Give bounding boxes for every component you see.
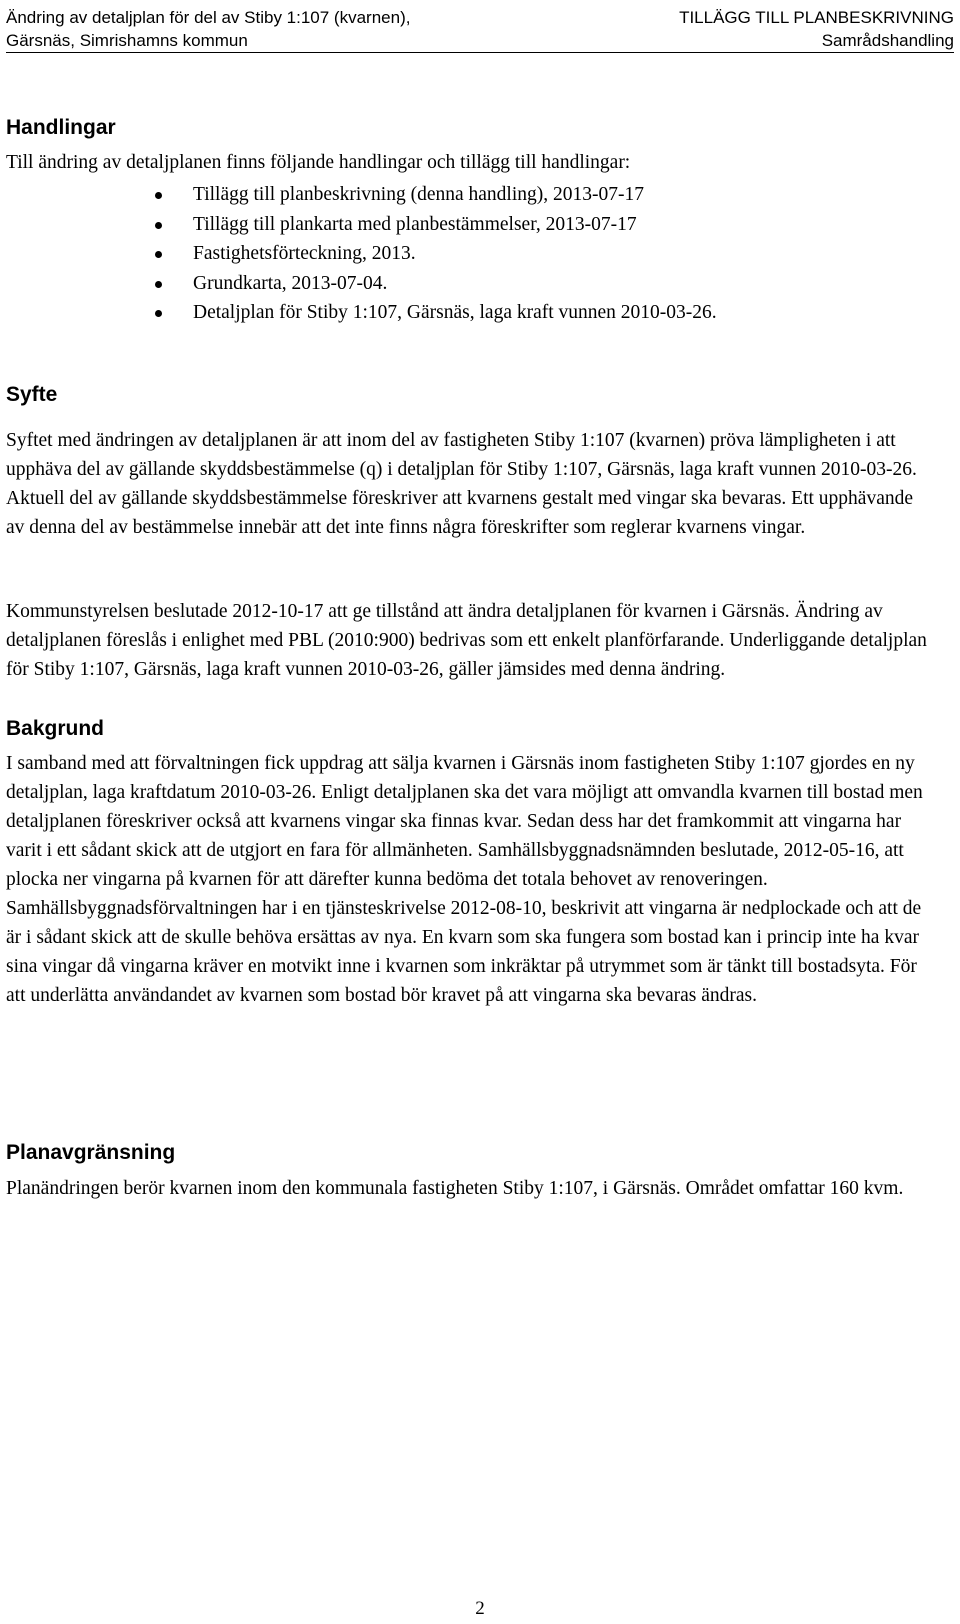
heading-planavgransning: Planavgränsning <box>6 1141 176 1164</box>
header-plan-title: Ändring av detaljplan för del av Stiby 1:107 (kvarnen), <box>6 8 411 27</box>
list-item-text: Tillägg till plankarta med planbestämmelser, 2013-07-17 <box>193 213 637 235</box>
list-item-text: Fastighetsförteckning, 2013. <box>193 243 416 264</box>
bullet-icon <box>155 281 162 288</box>
heading-bakgrund: Bakgrund <box>6 717 105 740</box>
bullet-icon <box>155 310 162 317</box>
bullet-icon <box>155 192 162 199</box>
header-municipality: Gärsnäs, Simrishamns kommun <box>6 31 248 50</box>
document-list <box>150 180 750 328</box>
page-header <box>6 6 954 53</box>
syfte-paragraph-2: Kommunstyrelsen beslutade 2012-10-17 att ge tillstånd att ändra detaljplanen för kvarnen i Gärsnäs. Ändring av detaljplanen föreslås i enlighet med PBL (2010:900) bedrivas som ett enkelt planförfarande. Underliggande detaljplan för Stiby 1:107, Gärsnäs, laga kraft vunnen 2010-03-26, gäller jämsides med denna ändring. <box>6 601 927 680</box>
handlingar-intro: Till ändring av detaljplanen finns följande handlingar och tillägg till handlingar: <box>6 152 631 173</box>
list-item-text: Detaljplan för Stiby 1:107, Gärsnäs, laga kraft vunnen 2010-03-26. <box>193 302 717 323</box>
list-item <box>150 298 750 328</box>
page-number: 2 <box>475 1598 485 1619</box>
list-item-text: Grundkarta, 2013-07-04. <box>193 272 388 294</box>
planavgransning-paragraph: Planändringen berör kvarnen inom den kommunala fastigheten Stiby 1:107, i Gärsnäs. Området omfattar 160 kvm. <box>6 1178 904 1199</box>
heading-handlingar: Handlingar <box>6 116 116 139</box>
header-document-type: TILLÄGG TILL PLANBESKRIVNING <box>679 8 954 27</box>
heading-syfte: Syfte <box>6 383 58 406</box>
header-right <box>679 6 954 52</box>
list-item <box>150 210 750 240</box>
bakgrund-paragraph: I samband med att förvaltningen fick uppdrag att sälja kvarnen i Gärsnäs inom fastigheten Stiby 1:107 gjordes en ny detaljplan, laga kraftdatum 2010-03-26. Enligt detaljplanen ska det vara möjligt att omvandla kvarnen till bostad men detaljplanen föreskriver också att kvarnens vingar ska finnas kvar. Sedan dess har det framkommit att vingarna har varit i ett sådant skick att de utgjort en fara för allmänheten. Samhällsbyggnadsnämnden beslutade, 2012-05-16, att plocka ner vingarna på kvarnen för att därefter kunna bedöma det totala behovet av renoveringen. Samhällsbyggnadsförvaltningen har i en tjänsteskrivelse 2012-08-10, beskrivit att vingarna är nedplockade och att de är i sådant skick att de skulle behöva ersättas av nya. En kvarn som ska fungera som bostad kan i princip inte ha kvar sina vingar då vingarna kräver en motvikt inne i kvarnen som inkräktar på utrymmet som är tänkt till bostadsyta. För att underlätta användandet av kvarnen som bostad bör kravet på att vingarna ska bevaras ändras. <box>6 753 923 1006</box>
list-item <box>150 239 750 269</box>
syfte-paragraph-1: Syftet med ändringen av detaljplanen är att inom del av fastigheten Stiby 1:107 (kvarnen) pröva lämpligheten i att upphäva del av gällande skyddsbestämmelse (q) i detaljplan för Stiby 1:107, Gärsnäs, laga kraft vunnen 2010-03-26. Aktuell del av gällande skyddsbestämmelse föreskriver att kvarnens gestalt med vingar ska bevaras. Ett upphävande av denna del av bestämmelse innebär att det inte finns några föreskrifter som reglerar kvarnens vingar. <box>6 430 917 538</box>
list-item-text: Tillägg till planbeskrivning (denna handling), 2013-07-17 <box>193 184 644 205</box>
list-item <box>150 269 750 299</box>
bullet-icon <box>155 251 162 258</box>
header-left <box>6 6 410 52</box>
bullet-icon <box>155 222 162 229</box>
list-item <box>150 180 750 210</box>
header-document-status: Samrådshandling <box>821 31 954 50</box>
